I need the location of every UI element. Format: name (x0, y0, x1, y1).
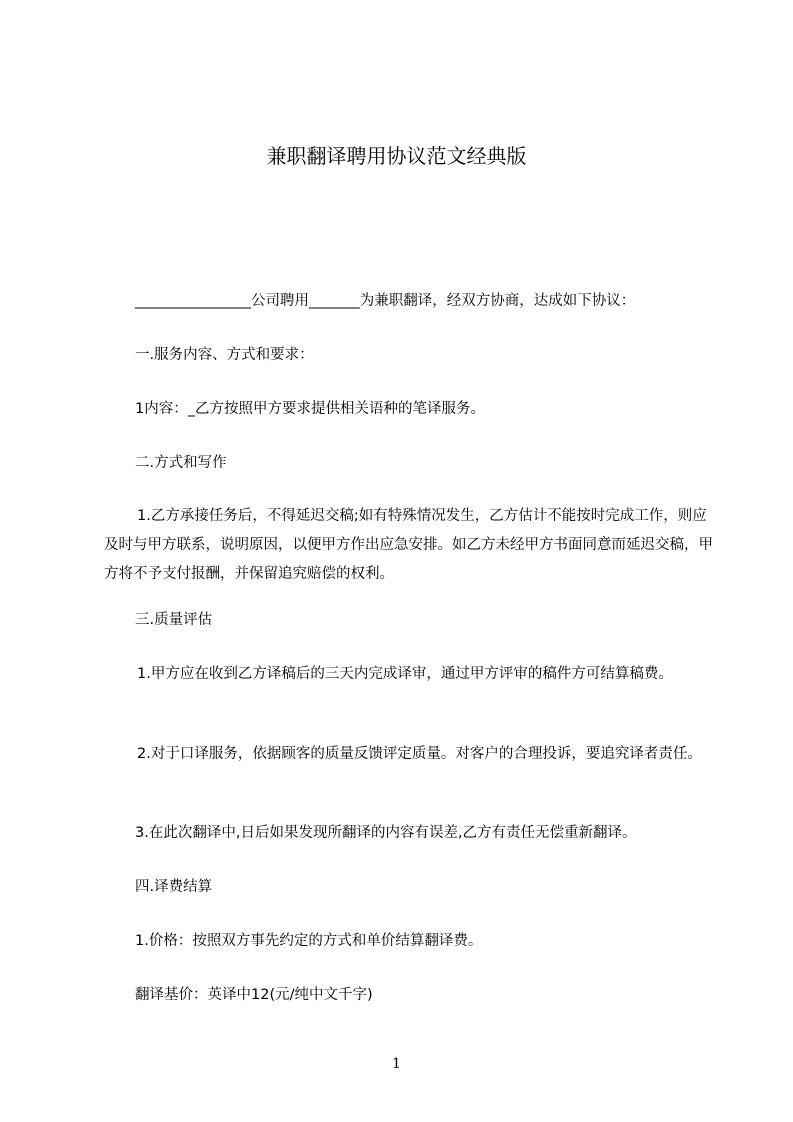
section-3-item-1: 1.甲方应在收到乙方译稿后的三天内完成译审，通过甲方评审的稿件方可结算稿费。 (137, 666, 673, 682)
section-3-item-2: 2.对于口译服务，依据顾客的质量反馈评定质量。对客户的合理投诉，要追究译者责任。 (137, 746, 702, 762)
section-4-item-2: 翻译基价：英译中12(元/纯中文千字) (135, 987, 373, 1003)
section-1-heading: 一.服务内容、方式和要求： (135, 347, 314, 363)
section-4-heading: 四.译费结算 (135, 879, 213, 895)
page-number: 1 (392, 1056, 401, 1072)
section-1-item-1: 1内容：_乙方按照甲方要求提供相关语种的笔译服务。 (135, 401, 485, 417)
section-2-heading: 二.方式和写作 (135, 455, 227, 471)
intro-paragraph: ________________公司聘用_______为兼职翻译，经双方协商，达成如下协议： (135, 293, 636, 309)
section-2-item-1: 1.乙方承接任务后，不得延迟交稿;如有特殊情况发生，乙方估计不能按时完成工作，则应及时与甲方联系，说明原因，以便甲方作出应急安排。如乙方未经甲方书面同意而延迟交稿，甲方将不予支付报酬，并保留追究赔偿的权利。 (104, 508, 713, 582)
section-3-item-3: 3.在此次翻译中,日后如果发现所翻译的内容有误差,乙方有责任无偿重新翻译。 (135, 825, 637, 841)
section-4-item-1: 1.价格：按照双方事先约定的方式和单价结算翻译费。 (135, 933, 483, 949)
section-3-heading: 三.质量评估 (135, 612, 213, 628)
document-title: 兼职翻译聘用协议范文经典版 (266, 144, 527, 168)
